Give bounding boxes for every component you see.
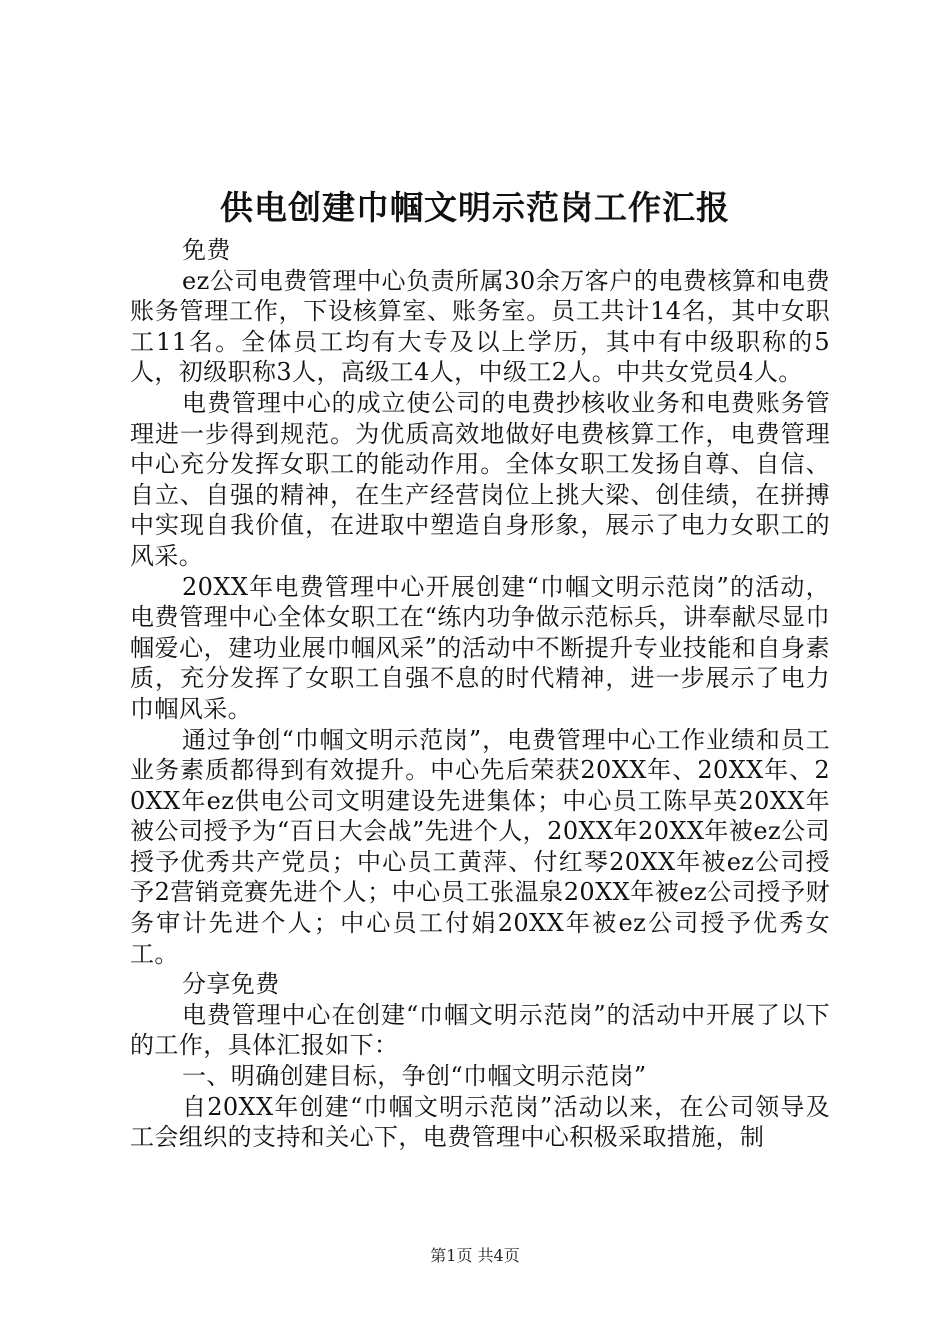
section-heading-1: 一、明确创建目标，争创“巾帼文明示范岗”: [182, 1062, 647, 1091]
paragraph-share-label: 分享免费: [182, 970, 280, 999]
paragraph-report-intro: 电费管理中心在创建“巾帼文明示范岗”的活动中开展了以下的工作，具体汇报如下：: [130, 1000, 830, 1060]
document-body: [130, 235, 830, 1153]
document-title: 供电创建巾帼文明示范岗工作汇报: [220, 188, 730, 227]
paragraph-free-label: 免费: [182, 236, 231, 264]
paragraph-achievements: 通过争创“巾帼文明示范岗”，电费管理中心工作业绩和员工业务素质都得到有效提升。中心先后荣获20XX年、20XX年、20XX年ez供电公司文明建设先进集体；中心员工陈早英20XX年被公司授予为“百日大会战”先进个人，20XX年20XX年被ez公司授予优秀共产党员；中心员工黄萍、付红琴20XX年被ez公司授予2营销竞赛先进个人；中心员工张温泉20XX年被ez公司授予财务审计先进个人；中心员工付娟20XX年被ez公司授予优秀女工。: [130, 725, 830, 968]
paragraph-section-1: 自20XX年创建“巾帼文明示范岗”活动以来，在公司领导及工会组织的支持和关心下，电费管理中心积极采取措施，制: [130, 1092, 830, 1152]
page-footer: 第1页 共4页: [430, 1246, 520, 1265]
paragraph-center-overview: ez公司电费管理中心负责所属30余万客户的电费核算和电费账务管理工作，下设核算室、账务室。员工共计14名，其中女职工11名。全体员工均有大专及以上学历，其中有中级职称的5人，初级职称3人，高级工4人，中级工2人。中共女党员4人。: [130, 266, 830, 387]
paragraph-center-role: 电费管理中心的成立使公司的电费抄核收业务和电费账务管理进一步得到规范。为优质高效地做好电费核算工作，电费管理中心充分发挥女职工的能动作用。全体女职工发扬自尊、自信、自立、自强的精神，在生产经营岗位上挑大梁、创佳绩，在拼搏中实现自我价值，在进取中塑造自身形象，展示了电力女职工的风采。: [130, 388, 830, 570]
paragraph-campaign: 20XX年电费管理中心开展创建“巾帼文明示范岗”的活动，电费管理中心全体女职工在“练内功争做示范标兵，讲奉献尽显巾帼爱心，建功业展巾帼风采”的活动中不断提升专业技能和自身素质，充分发挥了女职工自强不息的时代精神，进一步展示了电力巾帼风采。: [130, 572, 830, 723]
